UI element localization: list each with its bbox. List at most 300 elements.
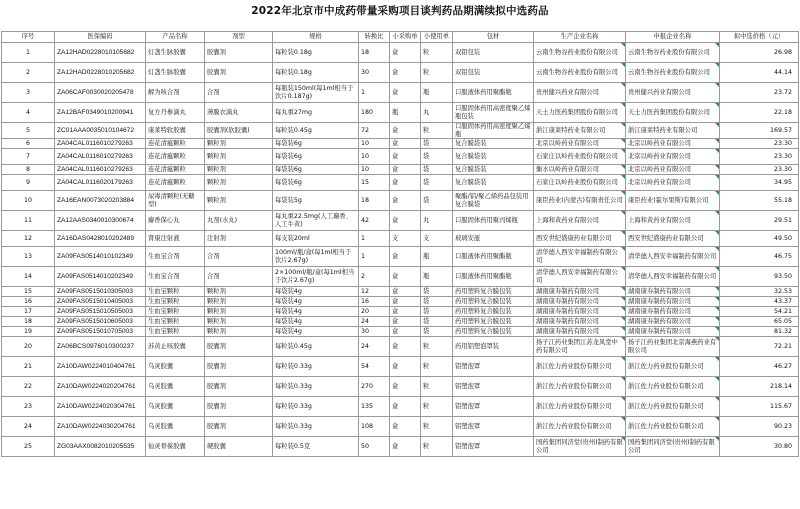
cell-pack: 药用铝塑泡罩装: [453, 337, 534, 357]
cell-code: ZA04CAL0116010279263: [55, 149, 146, 165]
cell-spec: 每粒装0.18g: [273, 63, 359, 83]
cell-no: 20: [2, 337, 55, 357]
cell-pack: 药用塑料复合膜包装: [453, 307, 534, 317]
cell-use: 袋: [421, 149, 453, 165]
cell-applicant: 云南生物谷药业股份有限公司: [626, 63, 720, 83]
cell-unit: 盒: [390, 211, 421, 231]
cell-no: 13: [2, 247, 55, 267]
cell-unit: 盒: [390, 175, 421, 191]
cell-spec: 每袋装4g: [273, 307, 359, 317]
cell-no: 12: [2, 231, 55, 247]
cell-code: ZA09FAS0514010102349: [55, 247, 146, 267]
cell-applicant: 北京以岭药业有限公司: [626, 149, 720, 165]
cell-use: 袋: [421, 139, 453, 149]
page-title: 2022年北京市中成药带量采购项目谈判药品期满续拟中选药品: [251, 5, 549, 17]
cell-form: 胶囊剂: [205, 63, 273, 83]
cell-use: 瓶: [421, 83, 453, 103]
cell-price: 46.27: [720, 357, 799, 377]
cell-no: 3: [2, 83, 55, 103]
cell-applicant: 康臣药业(霍尔果斯)有限公司: [626, 191, 720, 211]
cell-ratio: 24: [359, 317, 390, 327]
column-header: 申报企业名称: [626, 32, 720, 43]
column-header: 转换比: [359, 32, 390, 43]
cell-code: ZA09FAS0515010505003: [55, 307, 146, 317]
cell-maker: 石家庄以岭药业股份有限公司: [534, 149, 626, 165]
cell-maker: 云南生物谷药业股份有限公司: [534, 63, 626, 83]
cell-code: ZG03AAX0082010205535: [55, 437, 146, 457]
cell-unit: 盒: [390, 139, 421, 149]
cell-price: 44.14: [720, 63, 799, 83]
cell-name: 乌灵胶囊: [146, 397, 205, 417]
cell-no: 14: [2, 267, 55, 287]
table-row: [2, 43, 799, 63]
cell-name: 肾康注射液: [146, 231, 205, 247]
cell-code: ZA09FAS0515010405003: [55, 297, 146, 307]
cell-pack: 双铝包装: [453, 63, 534, 83]
cell-use: 粒: [421, 123, 453, 139]
cell-no: 18: [2, 317, 55, 327]
cell-spec: 每粒装0.45g: [273, 123, 359, 139]
cell-spec: 每粒装0.33g: [273, 377, 359, 397]
cell-use: 袋: [421, 287, 453, 297]
cell-maker: 湖南康寿制药有限公司: [534, 287, 626, 297]
cell-name: 生血宝颗粒: [146, 287, 205, 297]
cell-unit: 瓶: [390, 103, 421, 123]
cell-ratio: 10: [359, 139, 390, 149]
cell-form: 胶囊剂: [205, 417, 273, 437]
cell-maker: 浙江佐力药业股份有限公司: [534, 357, 626, 377]
column-header: 序号: [2, 32, 55, 43]
cell-price: 34.95: [720, 175, 799, 191]
cell-pack: 铝塑泡罩: [453, 417, 534, 437]
cell-maker: 天士力医药集团股份有限公司: [534, 103, 626, 123]
column-header: 包材: [453, 32, 534, 43]
cell-spec: 每袋装6g: [273, 165, 359, 175]
cell-applicant: 北京以岭药业有限公司: [626, 175, 720, 191]
cell-applicant: 天士力医药集团股份有限公司: [626, 103, 720, 123]
cell-name: 生血宝颗粒: [146, 327, 205, 337]
cell-no: 24: [2, 417, 55, 437]
cell-name: 解为咳合剂: [146, 83, 205, 103]
cell-maker: 清华德人西安幸福制药有限公司: [534, 267, 626, 287]
cell-name: 灯盏生脉胶囊: [146, 43, 205, 63]
cell-ratio: 1: [359, 83, 390, 103]
cell-maker: 湖南康寿制药有限公司: [534, 307, 626, 317]
cell-form: 颗粒剂: [205, 149, 273, 165]
cell-ratio: 30: [359, 63, 390, 83]
cell-unit: 盒: [390, 267, 421, 287]
column-header: 规格: [273, 32, 359, 43]
cell-price: 90.23: [720, 417, 799, 437]
cell-applicant: 清华德人西安幸福制药有限公司: [626, 247, 720, 267]
cell-pack: 铝塑泡罩: [453, 377, 534, 397]
cell-ratio: 10: [359, 165, 390, 175]
table-row: [2, 417, 799, 437]
cell-code: ZA10DAW0224020304761: [55, 397, 146, 417]
cell-form: 合剂: [205, 83, 273, 103]
cell-no: 8: [2, 165, 55, 175]
table-row: [2, 149, 799, 165]
cell-use: 粒: [421, 63, 453, 83]
cell-use: 粒: [421, 437, 453, 457]
table-row: [2, 165, 799, 175]
cell-maker: 上海和黄药业有限公司: [534, 211, 626, 231]
cell-spec: 每粒装0.33g: [273, 397, 359, 417]
cell-pack: 铝塑泡罩: [453, 397, 534, 417]
cell-no: 16: [2, 297, 55, 307]
cell-name: 麝香保心丸: [146, 211, 205, 231]
cell-unit: 盒: [390, 287, 421, 297]
cell-name: 仙灵骨葆胶囊: [146, 437, 205, 457]
cell-unit: 盒: [390, 149, 421, 165]
cell-name: 连花清瘟颗粒: [146, 149, 205, 165]
column-header: 产品名称: [146, 32, 205, 43]
cell-code: ZA12HAD0228010205682: [55, 63, 146, 83]
cell-code: ZA09FAS0514010202349: [55, 267, 146, 287]
cell-form: 胶囊剂(软胶囊): [205, 123, 273, 139]
cell-name: 生血宝合剂: [146, 247, 205, 267]
cell-unit: 盒: [390, 377, 421, 397]
cell-price: 115.67: [720, 397, 799, 417]
cell-maker: 清华德人西安幸福制药有限公司: [534, 247, 626, 267]
cell-applicant: 湖南康寿制药有限公司: [626, 297, 720, 307]
cell-spec: 每丸重22.5mg(人工麝香、人工牛黄): [273, 211, 359, 231]
cell-maker: 湖南康寿制药有限公司: [534, 297, 626, 307]
cell-no: 6: [2, 139, 55, 149]
cell-pack: 双铝包装: [453, 43, 534, 63]
cell-ratio: 42: [359, 211, 390, 231]
column-header: 剂型: [205, 32, 273, 43]
cell-no: 5: [2, 123, 55, 139]
column-header: 生产企业名称: [534, 32, 626, 43]
cell-name: 生血宝颗粒: [146, 317, 205, 327]
cell-ratio: 270: [359, 377, 390, 397]
cell-name: 复方丹参滴丸: [146, 103, 205, 123]
cell-no: 15: [2, 287, 55, 297]
cell-pack: 口服液体药用聚酯瓶: [453, 267, 534, 287]
cell-ratio: 135: [359, 397, 390, 417]
cell-code: ZA10DAW0224030204761: [55, 417, 146, 437]
table-row: [2, 103, 799, 123]
table-row: [2, 191, 799, 211]
cell-no: 1: [2, 43, 55, 63]
cell-name: 乌灵胶囊: [146, 377, 205, 397]
cell-spec: 每袋装4g: [273, 297, 359, 307]
cell-form: 丸剂(水丸): [205, 211, 273, 231]
cell-use: 袋: [421, 317, 453, 327]
cell-applicant: 贵州健兴药业有限公司: [626, 83, 720, 103]
cell-maker: 西安世纪盛康药业有限公司: [534, 231, 626, 247]
cell-ratio: 72: [359, 123, 390, 139]
cell-maker: 康臣药业(内蒙古)有限责任公司: [534, 191, 626, 211]
cell-name: 灯盏生脉胶囊: [146, 63, 205, 83]
cell-maker: 衡水以岭药业有限公司: [534, 165, 626, 175]
cell-applicant: 清华德人西安幸福制药有限公司: [626, 267, 720, 287]
cell-use: 袋: [421, 175, 453, 191]
cell-applicant: 云南生物谷药业股份有限公司: [626, 43, 720, 63]
cell-spec: 每袋装5g: [273, 191, 359, 211]
table-row: [2, 175, 799, 191]
table-row: [2, 357, 799, 377]
cell-unit: 盒: [390, 191, 421, 211]
cell-name: 生血宝颗粒: [146, 307, 205, 317]
cell-use: 瓶: [421, 267, 453, 287]
cell-code: ZA04CAL0116020179263: [55, 175, 146, 191]
cell-ratio: 24: [359, 337, 390, 357]
table-row: [2, 337, 799, 357]
cell-no: 10: [2, 191, 55, 211]
cell-code: ZA16DAS0428010202489: [55, 231, 146, 247]
cell-price: 23.72: [720, 83, 799, 103]
cell-price: 23.30: [720, 165, 799, 175]
cell-unit: 盒: [390, 307, 421, 317]
cell-no: 21: [2, 357, 55, 377]
cell-name: 生血宝颗粒: [146, 297, 205, 307]
cell-applicant: 扬子江药业集团北京海燕药业有限公司: [626, 337, 720, 357]
cell-pack: 口服液体药用聚酯瓶: [453, 247, 534, 267]
cell-ratio: 30: [359, 327, 390, 337]
table-row: [2, 297, 799, 307]
cell-applicant: 浙江佐力药业股份有限公司: [626, 397, 720, 417]
cell-unit: 盒: [390, 397, 421, 417]
cell-price: 46.75: [720, 247, 799, 267]
cell-unit: 盒: [390, 43, 421, 63]
cell-code: ZA12BAF0349010200941: [55, 103, 146, 123]
cell-name: 乌灵胶囊: [146, 417, 205, 437]
cell-ratio: 18: [359, 191, 390, 211]
cell-unit: 盒: [390, 165, 421, 175]
cell-price: 23.30: [720, 139, 799, 149]
cell-applicant: 湖南康寿制药有限公司: [626, 287, 720, 297]
table-row: [2, 307, 799, 317]
cell-code: ZA09FAS0515010705003: [55, 327, 146, 337]
table-body: [2, 43, 799, 457]
cell-spec: 每粒装0.5克: [273, 437, 359, 457]
table-row: [2, 377, 799, 397]
cell-form: 胶囊剂: [205, 397, 273, 417]
cell-unit: 盒: [390, 357, 421, 377]
cell-form: 颗粒剂: [205, 139, 273, 149]
cell-pack: 药用塑料复合膜包装: [453, 287, 534, 297]
cell-spec: 2×100ml/瓶/盒(每1ml相当于饮片2.67g): [273, 267, 359, 287]
cell-price: 65.05: [720, 317, 799, 327]
cell-no: 22: [2, 377, 55, 397]
cell-form: 胶囊剂: [205, 377, 273, 397]
cell-pack: 复合膜袋装: [453, 139, 534, 149]
cell-price: 55.18: [720, 191, 799, 211]
cell-price: 22.18: [720, 103, 799, 123]
cell-form: 薄膜衣滴丸: [205, 103, 273, 123]
cell-maker: 湖南康寿制药有限公司: [534, 327, 626, 337]
cell-no: 11: [2, 211, 55, 231]
cell-use: 粒: [421, 337, 453, 357]
table-row: [2, 123, 799, 139]
cell-price: 54.21: [720, 307, 799, 317]
cell-name: 连花清瘟颗粒: [146, 139, 205, 149]
cell-name: 尿毒清颗粒(无糖型): [146, 191, 205, 211]
cell-form: 硬胶囊: [205, 437, 273, 457]
column-header: 小采购单: [390, 32, 421, 43]
cell-form: 胶囊剂: [205, 337, 273, 357]
cell-maker: 云南生物谷药业股份有限公司: [534, 43, 626, 63]
cell-code: ZA06BCS0976010300237: [55, 337, 146, 357]
cell-form: 颗粒剂: [205, 165, 273, 175]
table-row: [2, 63, 799, 83]
cell-pack: 口服液体药用聚酯瓶: [453, 83, 534, 103]
cell-price: 72.21: [720, 337, 799, 357]
table-row: [2, 327, 799, 337]
cell-unit: 盒: [390, 247, 421, 267]
cell-ratio: 12: [359, 287, 390, 297]
cell-maker: 贵州健兴药业有限公司: [534, 83, 626, 103]
cell-pack: 铝塑泡罩: [453, 437, 534, 457]
cell-use: 袋: [421, 327, 453, 337]
cell-no: 25: [2, 437, 55, 457]
cell-code: ZA06CAF0030020205478: [55, 83, 146, 103]
cell-price: 169.57: [720, 123, 799, 139]
cell-pack: 药用塑料复合膜包装: [453, 327, 534, 337]
cell-use: 袋: [421, 307, 453, 317]
cell-applicant: 浙江佐力药业股份有限公司: [626, 357, 720, 377]
cell-price: 26.98: [720, 43, 799, 63]
cell-form: 胶囊剂: [205, 357, 273, 377]
cell-use: 支: [421, 231, 453, 247]
cell-unit: 盒: [390, 317, 421, 327]
cell-maker: 湖南康寿制药有限公司: [534, 317, 626, 327]
table-row: [2, 397, 799, 417]
cell-name: 连花清瘟颗粒: [146, 175, 205, 191]
cell-use: 粒: [421, 43, 453, 63]
cell-name: 康莱特软胶囊: [146, 123, 205, 139]
cell-form: 颗粒剂: [205, 297, 273, 307]
cell-spec: 每袋装4g: [273, 287, 359, 297]
cell-unit: 盒: [390, 63, 421, 83]
cell-spec: 每袋装4g: [273, 317, 359, 327]
cell-price: 93.50: [720, 267, 799, 287]
cell-price: 23.30: [720, 149, 799, 165]
cell-use: 瓶: [421, 247, 453, 267]
cell-use: 粒: [421, 377, 453, 397]
cell-ratio: 180: [359, 103, 390, 123]
cell-no: 4: [2, 103, 55, 123]
cell-ratio: 10: [359, 149, 390, 165]
column-header: 医保编码: [55, 32, 146, 43]
cell-applicant: 浙江佐力药业股份有限公司: [626, 417, 720, 437]
cell-spec: 每袋装6g: [273, 175, 359, 191]
cell-applicant: 国药集团同济堂(贵州)制药有限公司: [626, 437, 720, 457]
cell-code: ZA12HAD0228010105682: [55, 43, 146, 63]
cell-unit: 盒: [390, 417, 421, 437]
cell-ratio: 2: [359, 267, 390, 287]
cell-pack: 复合膜袋装: [453, 165, 534, 175]
cell-maker: 扬子江药业集团江苏龙凤堂中药有限公司: [534, 337, 626, 357]
cell-name: 连花清瘟颗粒: [146, 165, 205, 175]
cell-code: ZA04CAL0116010279263: [55, 139, 146, 149]
cell-spec: 每丸重27mg: [273, 103, 359, 123]
cell-no: 7: [2, 149, 55, 165]
cell-price: 218.14: [720, 377, 799, 397]
cell-ratio: 1: [359, 247, 390, 267]
cell-unit: 盒: [390, 327, 421, 337]
cell-use: 袋: [421, 165, 453, 175]
cell-applicant: 湖南康寿制药有限公司: [626, 307, 720, 317]
table-row: [2, 139, 799, 149]
cell-unit: 盒: [390, 337, 421, 357]
cell-spec: 每粒装0.33g: [273, 357, 359, 377]
cell-form: 颗粒剂: [205, 327, 273, 337]
cell-spec: 每粒装0.18g: [273, 43, 359, 63]
cell-code: ZA09FAS0515010605003: [55, 317, 146, 327]
cell-applicant: 上海和黄药业有限公司: [626, 211, 720, 231]
cell-applicant: 北京以岭药业有限公司: [626, 139, 720, 149]
cell-no: 17: [2, 307, 55, 317]
cell-form: 注射剂: [205, 231, 273, 247]
drug-table: [1, 31, 799, 457]
table-row: [2, 267, 799, 287]
cell-spec: 每粒装0.45g: [273, 337, 359, 357]
cell-ratio: 54: [359, 357, 390, 377]
cell-no: 9: [2, 175, 55, 191]
cell-form: 合剂: [205, 247, 273, 267]
column-header: 拟中选价格（元）: [720, 32, 799, 43]
table-row: [2, 211, 799, 231]
cell-form: 颗粒剂: [205, 317, 273, 327]
cell-code: ZC01AAA0035010104672: [55, 123, 146, 139]
cell-no: 23: [2, 397, 55, 417]
cell-code: ZA04CAL0116010279263: [55, 165, 146, 175]
cell-maker: 浙江佐力药业股份有限公司: [534, 417, 626, 437]
cell-pack: 口服固体药用高密度聚乙烯瓶: [453, 123, 534, 139]
cell-applicant: 湖南康寿制药有限公司: [626, 317, 720, 327]
cell-ratio: 50: [359, 437, 390, 457]
cell-code: ZA09FAS0515010305003: [55, 287, 146, 297]
cell-applicant: 浙江康莱特药业有限公司: [626, 123, 720, 139]
cell-price: 43.37: [720, 297, 799, 307]
cell-pack: 复合膜袋装: [453, 149, 534, 165]
cell-code: ZA12AAS0340010300674: [55, 211, 146, 231]
cell-spec: 每袋装6g: [273, 139, 359, 149]
cell-maker: 浙江康莱特药业有限公司: [534, 123, 626, 139]
cell-use: 丸: [421, 211, 453, 231]
cell-spec: 每袋装4g: [273, 327, 359, 337]
table-row: [2, 247, 799, 267]
cell-maker: 石家庄以岭药业股份有限公司: [534, 175, 626, 191]
cell-spec: 每瓶装150ml(每1ml相当于饮片0.187g): [273, 83, 359, 103]
cell-ratio: 18: [359, 43, 390, 63]
cell-price: 81.32: [720, 327, 799, 337]
cell-code: ZA10DAW0224010404761: [55, 357, 146, 377]
cell-maker: 国药集团同济堂(贵州)制药有限公司: [534, 437, 626, 457]
cell-form: 合剂: [205, 267, 273, 287]
cell-pack: 铝塑泡罩: [453, 357, 534, 377]
cell-pack: 口服固体药用聚丙烯瓶: [453, 211, 534, 231]
cell-pack: 药用塑料复合膜包装: [453, 297, 534, 307]
cell-applicant: 西安世纪盛康药业有限公司: [626, 231, 720, 247]
cell-use: 粒: [421, 357, 453, 377]
cell-form: 颗粒剂: [205, 175, 273, 191]
cell-ratio: 20: [359, 307, 390, 317]
cell-price: 30.80: [720, 437, 799, 457]
cell-unit: 支: [390, 231, 421, 247]
cell-unit: 盒: [390, 297, 421, 307]
cell-price: 49.50: [720, 231, 799, 247]
cell-form: 颗粒剂: [205, 307, 273, 317]
cell-applicant: 湖南康寿制药有限公司: [626, 327, 720, 337]
cell-ratio: 15: [359, 175, 390, 191]
cell-maker: 浙江佐力药业股份有限公司: [534, 397, 626, 417]
cell-pack: 玻璃安瓿: [453, 231, 534, 247]
cell-use: 粒: [421, 397, 453, 417]
